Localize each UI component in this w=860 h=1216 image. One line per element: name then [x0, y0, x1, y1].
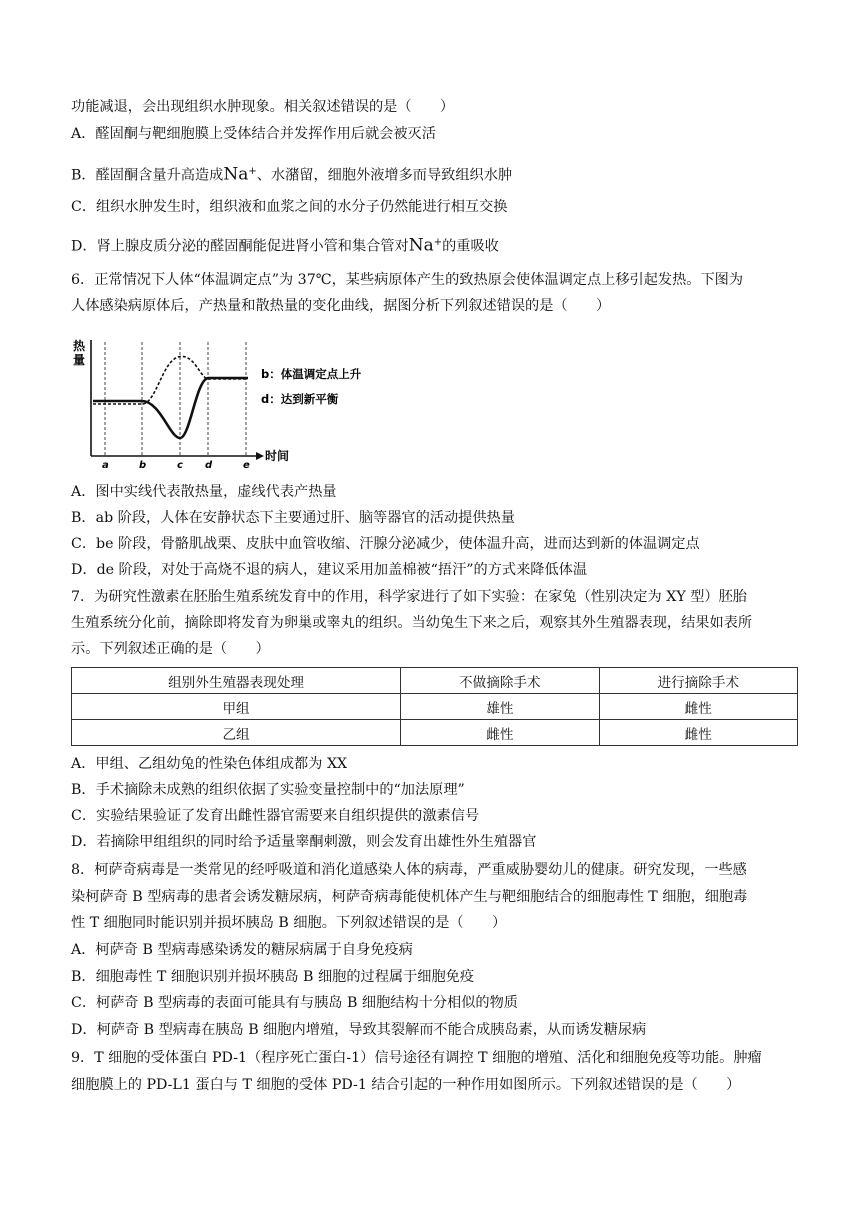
question-6-stem-1: 6．正常情况下人体“体温调定点”为 37℃，某些病原体产生的致热原会使体温调定点上移引起发热。下图为 [71, 272, 744, 288]
option-6c: C．be 阶段，骨骼肌战栗、皮肤中血管收缩、汗腺分泌减少，使体温升高，进而达到新的体温调定点 [71, 536, 700, 552]
y-axis-label-bottom: 量 [73, 353, 86, 367]
text-line: 功能减退，会出现组织水肿现象。相关叙述错误的是（ ） [71, 99, 455, 115]
annotation-b: b：体温调定点上升 [261, 367, 362, 381]
table-cell: 甲组 [72, 694, 401, 720]
option-5d [71, 233, 499, 257]
table-cell: 乙组 [72, 720, 401, 746]
table-row [72, 720, 798, 746]
sodium-charge: + [433, 237, 443, 248]
option-7c: C．实验结果验证了发育出雌性器官需要来自组织提供的激素信号 [71, 808, 480, 824]
question-7-stem-1: 7．为研究性激素在胚胎生殖系统发育中的作用，科学家进行了如下实验：在家兔（性别决定为 XY 型）胚胎 [71, 589, 747, 605]
tick-c: c [177, 460, 183, 471]
sodium-charge: + [248, 166, 257, 177]
option-8b: B．细胞毒性 T 细胞识别并损坏胰岛 B 细胞的过程属于细胞免疫 [71, 969, 475, 985]
heat-dissipation-curve [93, 378, 248, 438]
question-9-stem-2: 细胞膜上的 PD-L1 蛋白与 T 细胞的受体 PD-1 结合引起的一种作用如图所示。下列叙述错误的是（ ） [71, 1077, 741, 1093]
question-6-stem-2: 人体感染病原体后，产热量和散热量的变化曲线，据图分析下列叙述错误的是（ ） [71, 298, 611, 314]
option-7d: D．若摘除甲组组织的同时给予适量睾酮刺激，则会发育出雄性外生殖器官 [71, 834, 537, 850]
question-7-stem-3: 示。下列叙述正确的是（ ） [71, 641, 270, 657]
option-5c: C．组织水肿发生时，组织液和血浆之间的水分子仍然能进行相互交换 [71, 199, 508, 215]
sodium-symbol: Na [223, 164, 249, 185]
table-header-cell: 不做摘除手术 [401, 668, 599, 694]
option-6d: D．de 阶段，对处于高烧不退的病人，建议采用加盖棉被“捂汗”的方式来降低体温 [71, 562, 588, 578]
table-cell: 雌性 [599, 720, 797, 746]
table-header-cell: 进行摘除手术 [599, 668, 797, 694]
question-8-stem-3: 性 T 细胞同时能识别并损坏胰岛 B 细胞。下列叙述错误的是（ ） [71, 915, 507, 931]
table-cell: 雄性 [401, 694, 599, 720]
y-axis-label-top: 热 [73, 339, 86, 353]
option-5d-text-1: D．肾上腺皮质分泌的醛固酮能促进肾小管和集合管对 [71, 238, 409, 255]
question-8-stem-1: 8．柯萨奇病毒是一类常见的经呼吸道和消化道感染人体的病毒，严重威胁婴幼儿的健康。研究发现，一些感 [71, 862, 747, 878]
option-5a: A．醛固酮与靶细胞膜上受体结合并发挥作用后就会被灭活 [71, 126, 436, 142]
question-9-stem-1: 9．T 细胞的受体蛋白 PD-1（程序死亡蛋白-1）信号途径有调控 T 细胞的增殖、活化和细胞免疫等功能。肿瘤 [71, 1050, 762, 1066]
option-8c: C．柯萨奇 B 型病毒的表面可能具有与胰岛 B 细胞结构十分相似的物质 [71, 995, 518, 1011]
option-8d: D．柯萨奇 B 型病毒在胰岛 B 细胞内增殖，导致其裂解而不能合成胰岛素，从而诱发糖尿病 [71, 1022, 647, 1038]
table-header-cell: 组别外生殖器表现处理 [72, 668, 401, 694]
option-5b-text-1: B．醛固酮含量升高造成 [71, 167, 224, 184]
option-7a: A．甲组、乙组幼兔的性染色体组成都为 XX [71, 756, 348, 772]
question-8-stem-2: 染柯萨奇 B 型病毒的患者会诱发糖尿病，柯萨奇病毒能使机体产生与靶细胞结合的细胞毒性 T 细胞，细胞毒 [71, 889, 748, 905]
tick-b: b [139, 460, 147, 471]
tick-d: d [205, 460, 213, 471]
table-row [72, 694, 798, 720]
heat-production-curve [93, 356, 248, 404]
option-5b [71, 162, 512, 186]
question-7-stem-2: 生殖系统分化前，摘除即将发育为卵巢或睾丸的组织。当幼兔生下来之后，观察其外生殖器表现，结果如表所 [71, 615, 753, 631]
table-cell: 雌性 [401, 720, 599, 746]
option-7b: B．手术摘除未成熟的组织依据了实验变量控制中的“加法原理” [71, 782, 465, 798]
sodium-symbol: Na [408, 235, 434, 256]
option-5b-text-2: 、水潴留，细胞外液增多而导致组织水肿 [256, 167, 513, 184]
table-cell: 雌性 [599, 694, 797, 720]
heat-curve-figure [70, 332, 370, 472]
option-8a: A．柯萨奇 B 型病毒感染诱发的糖尿病属于自身免疫病 [71, 942, 413, 958]
option-6a: A．图中实线代表散热量，虚线代表产热量 [71, 484, 337, 500]
experiment-table [71, 667, 798, 746]
x-axis-arrow [256, 452, 264, 460]
x-axis-label: 时间 [265, 449, 290, 463]
table-header-row [72, 668, 798, 694]
tick-a: a [102, 460, 109, 471]
tick-e: e [243, 460, 250, 471]
annotation-d: d：达到新平衡 [261, 392, 339, 406]
option-6b: B．ab 阶段，人体在安静状态下主要通过肝、脑等器官的活动提供热量 [71, 510, 515, 526]
option-5d-text-2: 的重吸收 [442, 238, 499, 255]
